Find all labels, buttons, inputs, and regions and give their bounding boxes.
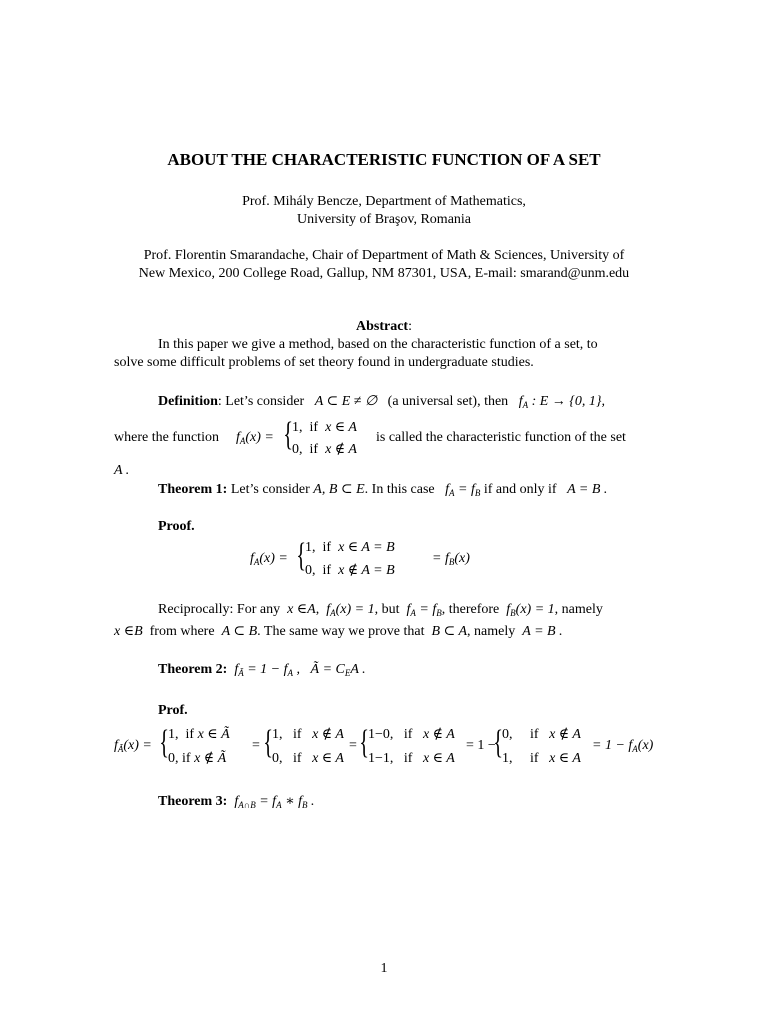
proof-2-eq-2: = — [349, 738, 357, 753]
theorem-1-text-3: if and only if — [483, 482, 557, 497]
proof-1-lhs: $f_A(x)$ = — [250, 551, 288, 567]
theorem-1-formula-3: A = B . — [560, 482, 608, 497]
definition-fA-lhs: $f_A(x)$ = — [236, 430, 274, 446]
theorem-1-label: Theorem 1: — [158, 482, 228, 497]
reciprocal-formula-1: x ∈A — [283, 602, 316, 617]
reciprocal-text-5: from where — [149, 624, 215, 639]
definition-text-3: where the function — [114, 430, 219, 445]
author-1-line-2: University of Braşov, Romania — [296, 212, 472, 227]
word-if: if — [182, 751, 191, 766]
word-if: if — [309, 420, 319, 435]
theorem-1-text-1: Let’s consider — [230, 482, 310, 497]
word-if: if — [293, 727, 302, 742]
theorem-2-label: Theorem 2: — [158, 662, 228, 677]
definition-case-1: 1, if x ∈ A — [292, 420, 357, 435]
definition-label: Definition — [158, 394, 218, 409]
proof-2-brace-4: { — [493, 724, 504, 761]
reciprocal-formula-8: A = B . — [518, 624, 563, 639]
reciprocal-formula-6: A ⊂ B — [218, 624, 258, 639]
proof-2-brace-3: { — [359, 724, 370, 761]
word-if: if — [185, 727, 195, 742]
abstract-line-2: solve some difficult problems of set theory found in undergraduate studies. — [114, 355, 534, 370]
definition-case-2: 0, if x ∉ A — [292, 442, 357, 457]
proof-1-case-2: 0, if x ∉ A = B — [305, 563, 395, 578]
proof-2-case-1a: 1, if x ∈ Ã — [168, 727, 230, 742]
reciprocal-text-4: , namely — [554, 602, 603, 617]
proof-2-case-2a: 1, if x ∉ A — [272, 727, 344, 742]
reciprocal-text-2: , but — [374, 602, 400, 617]
definition-text-4: is called the characteristic function of the set — [376, 430, 626, 445]
theorem-2 — [158, 662, 366, 678]
definition-text-1: : Let’s consider — [217, 394, 305, 409]
word-if: if — [530, 727, 539, 742]
theorem-3-label: Theorem 3: — [158, 794, 228, 809]
definition-formula-2: $f_A$ : E → {0, 1}, — [511, 394, 605, 410]
reciprocal-formula-2: $f_A(x) = 1$ — [326, 602, 375, 618]
proof-2-case-4a: 0, if x ∉ A — [502, 727, 581, 742]
abstract-line-1: In this paper we give a method, based on the characteristic function of a set, to — [158, 337, 598, 352]
word-if: if — [322, 563, 332, 578]
reciprocal-formula-3: $f_A = f_B$ — [403, 602, 442, 618]
reciprocal-text-2a: , — [315, 602, 323, 617]
proof-2-rhs: = $1 - f_A(x)$ — [592, 738, 654, 754]
theorem-3 — [158, 793, 314, 810]
word-if: if — [293, 751, 302, 766]
abstract-heading-colon: : — [408, 319, 412, 334]
word-if: if — [322, 540, 332, 555]
author-2-line-2: New Mexico, 200 College Road, Gallup, NM 87301, USA, E-mail: smarand@unm.edu — [138, 266, 630, 281]
proof-1-rhs: = $f_B(x)$ — [432, 551, 470, 567]
proof-2-brace-1: { — [159, 724, 170, 761]
definition-set-a: A . — [114, 463, 130, 478]
reciprocal-text-3: , therefore — [441, 602, 500, 617]
page-number: 1 — [380, 961, 388, 976]
reciprocal-formula-7: B ⊂ A — [427, 624, 468, 639]
proof-2-case-3b: 1−1, if x ∈ A — [368, 751, 455, 766]
word-if: if — [403, 727, 413, 742]
proof-2-case-4b: 1, if x ∈ A — [502, 751, 581, 766]
paper-title: ABOUT THE CHARACTERISTIC FUNCTION OF A SET — [167, 150, 601, 169]
proof-2-case-2b: 0, if x ∈ A — [272, 751, 344, 766]
reciprocal-text-1: Reciprocally: For any — [158, 602, 281, 617]
theorem-1-formula-1: A, B ⊂ E — [313, 482, 365, 497]
theorem-1-text-2: . In this case — [364, 482, 435, 497]
theorem-1 — [158, 481, 607, 498]
reciprocal-line-2 — [114, 623, 563, 640]
definition-text-2: (a universal set), then — [387, 394, 509, 409]
author-1-line-1: Prof. Mihály Bencze, Department of Mathematics, — [242, 194, 526, 209]
reciprocal-line-1 — [158, 601, 603, 618]
definition-brace: { — [283, 416, 294, 453]
word-if: if — [309, 442, 319, 457]
proof-2-brace-2: { — [263, 724, 274, 761]
proof-2-lhs: $f_Ã(x)$ = — [114, 738, 152, 754]
reciprocal-formula-4: $f_B(x) = 1$ — [502, 602, 555, 618]
abstract-heading-label: Abstract — [356, 319, 409, 334]
reciprocal-formula-5: x ∈B — [114, 624, 147, 639]
theorem-3-formula: $f_{A\cap B} = f_A$ ∗ $f_B$ . — [230, 794, 315, 810]
proof-2-case-3a: 1−0, if x ∉ A — [368, 727, 455, 742]
proof-2-eq-1: = — [252, 738, 260, 753]
abstract-heading — [0, 319, 768, 335]
proof-2-eq-3: = 1 − — [466, 738, 496, 753]
author-2-line-1: Prof. Florentin Smarandache, Chair of Department of Math & Sciences, University of — [143, 248, 625, 263]
proof-1-label: Proof. — [158, 519, 195, 534]
reciprocal-text-6: . The same way we prove that — [257, 624, 425, 639]
word-if: if — [530, 751, 539, 766]
definition-formula-1: A ⊂ E ≠ ∅ — [307, 394, 385, 409]
reciprocal-text-7: , namely — [467, 624, 516, 639]
word-if: if — [403, 751, 413, 766]
proof-1-brace: { — [296, 537, 307, 574]
theorem-2-formula: $f_Ã = 1 - f_A$ , Ã = $C_EA$ . — [230, 662, 366, 678]
proof-2-case-1b: 0, if x ∉ Ã — [168, 751, 227, 766]
proof-2-label: Prof. — [158, 703, 188, 718]
theorem-1-formula-2: $f_A = f_B$ — [438, 482, 481, 498]
proof-1-case-1: 1, if x ∈ A = B — [305, 540, 395, 555]
definition-line-1 — [158, 393, 605, 410]
